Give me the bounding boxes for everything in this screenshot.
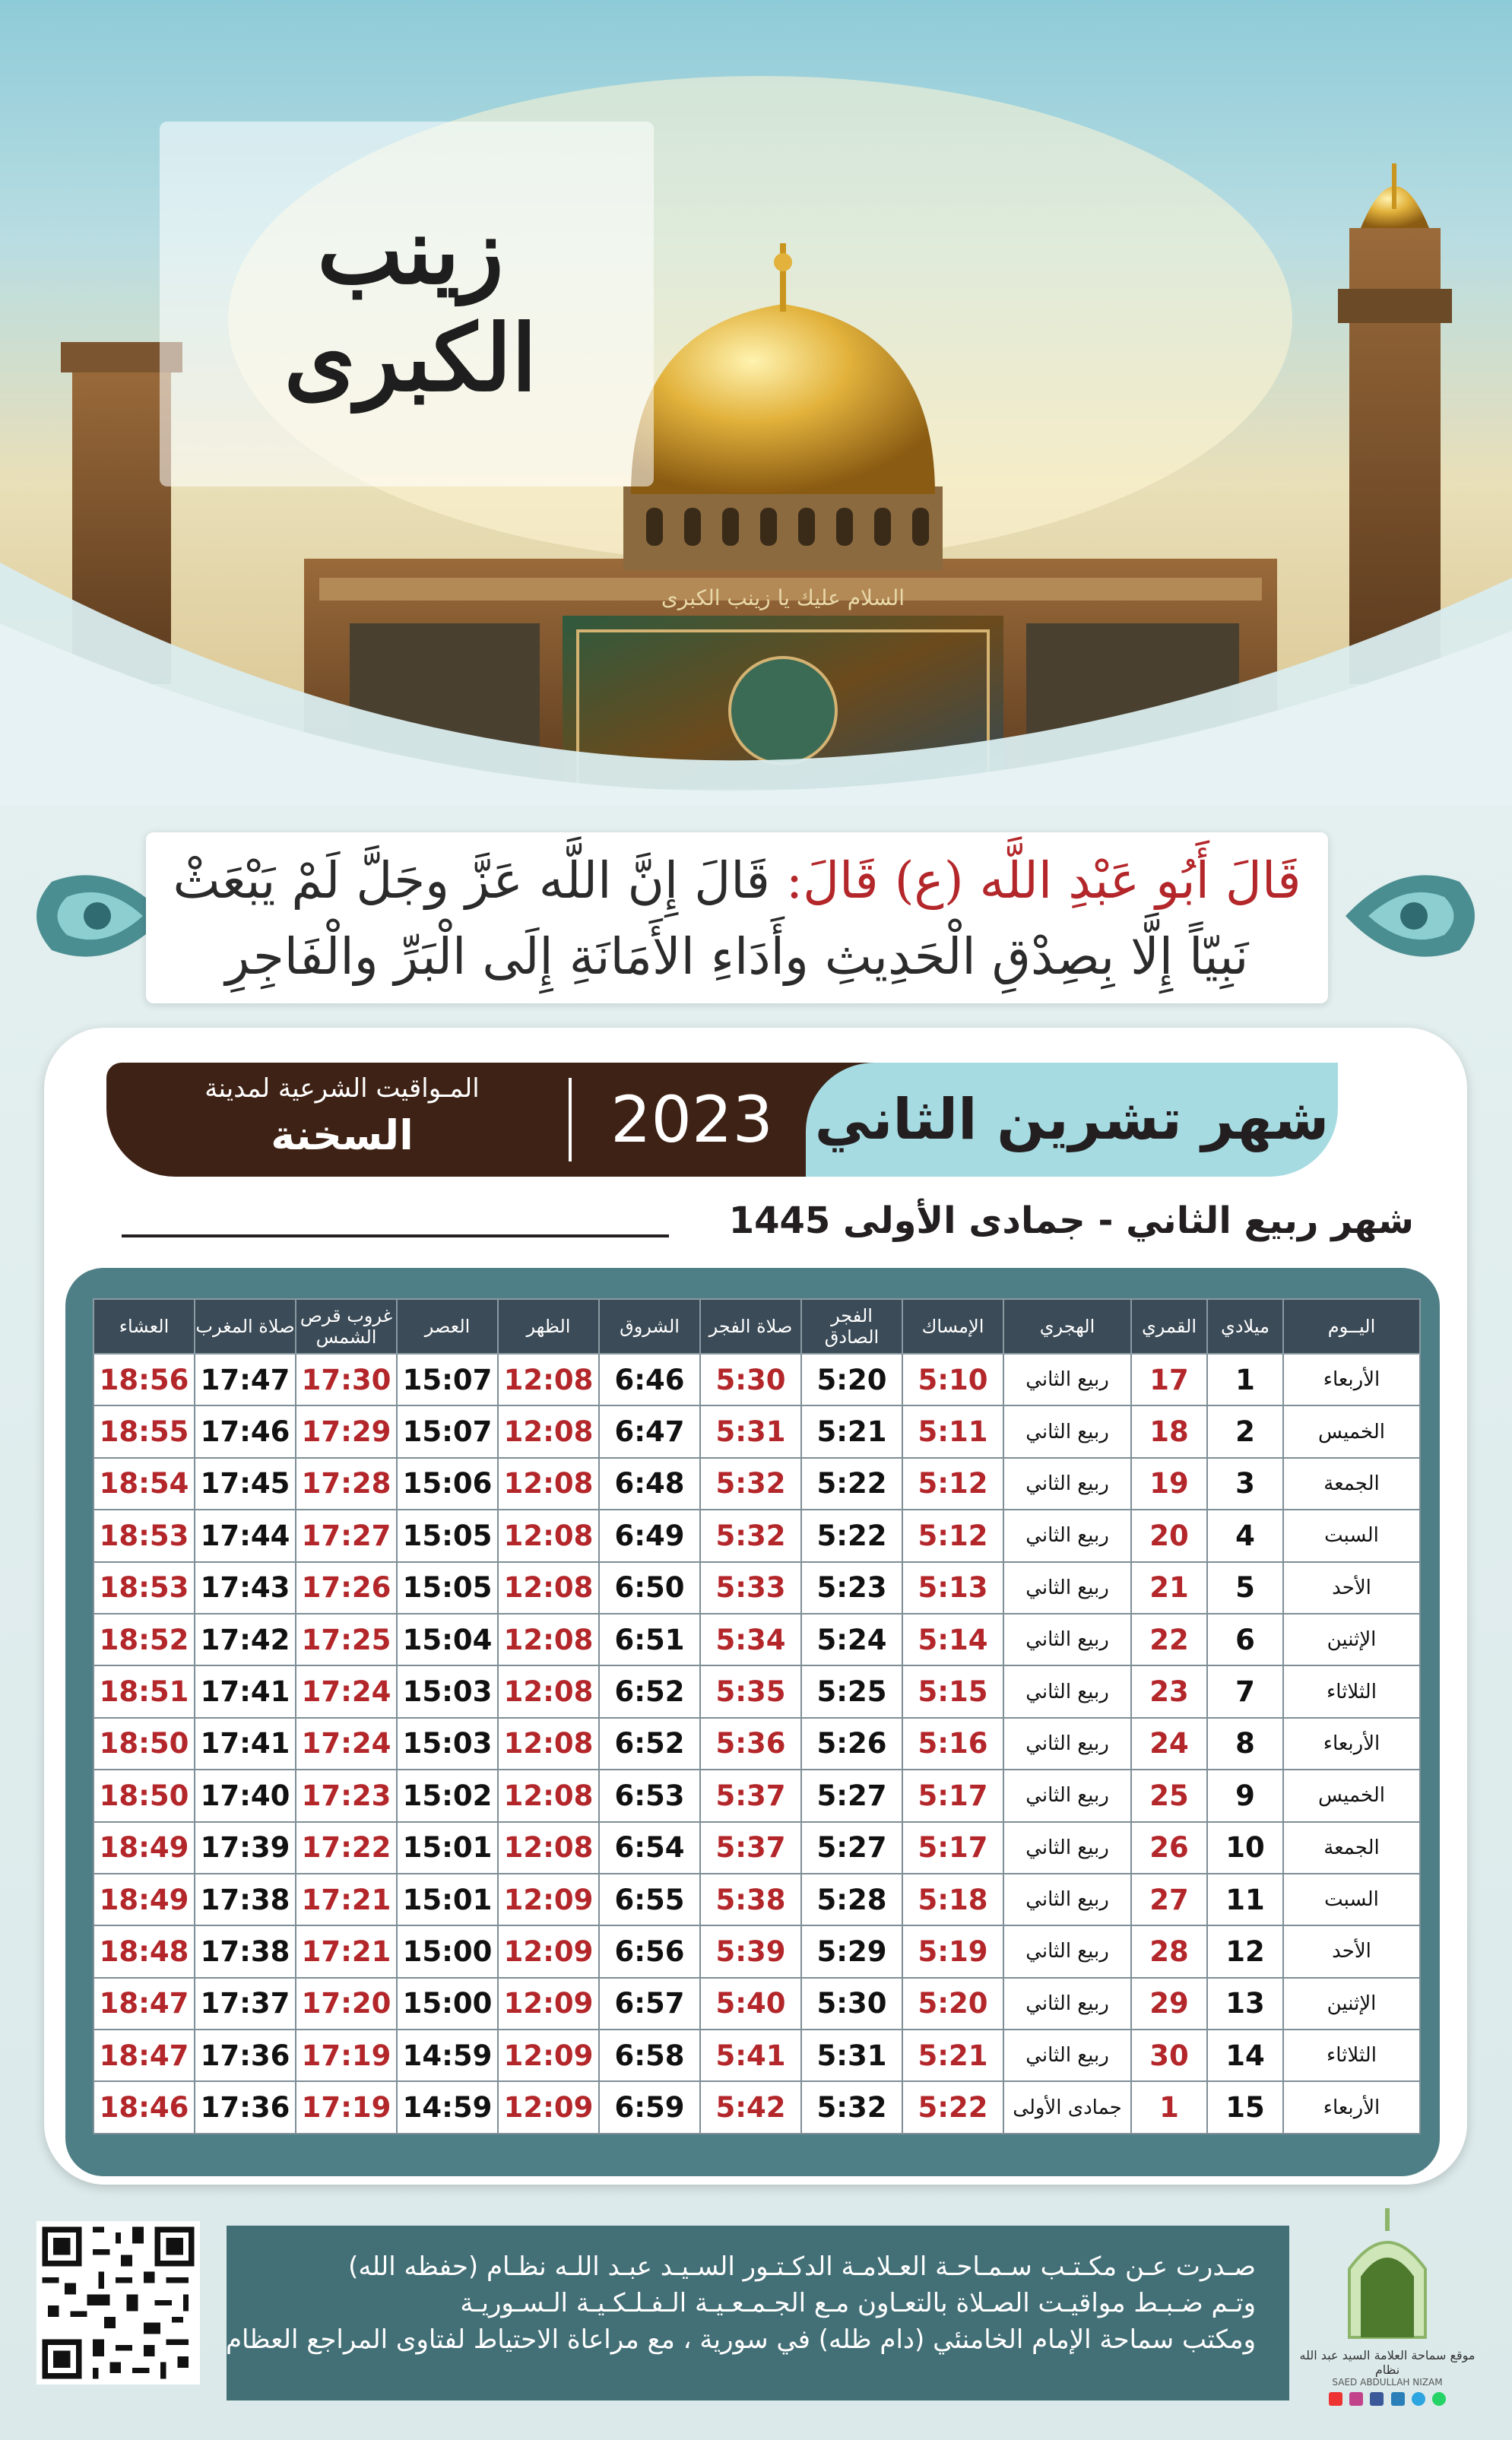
table-cell: 4 xyxy=(1207,1510,1283,1561)
header-cell: الظهر xyxy=(498,1299,599,1354)
table-cell: ربيع الثاني xyxy=(1003,1822,1131,1874)
table-cell: ربيع الثاني xyxy=(1003,1925,1131,1977)
table-row xyxy=(94,1822,1420,1874)
table-cell: 12:09 xyxy=(498,1874,599,1925)
table-cell: 15:06 xyxy=(397,1458,498,1510)
table-cell: 18:50 xyxy=(94,1718,195,1770)
table-cell: 17:30 xyxy=(296,1354,397,1405)
quote-text-1: قَالَ إِنَّ اللَّه عَزَّ وجَلَّ لَمْ يَبْعَثْ xyxy=(173,851,770,910)
header-cell: صلاة المغرب xyxy=(195,1299,296,1354)
table-cell: 5:37 xyxy=(700,1770,801,1821)
footer-line-1: صـدرت عـن مكـتـب سـمـاحـة العـلامـة الدكـتـور السـيـد عبـد اللـه نظـام (حفظه الله) xyxy=(348,2251,1256,2282)
table-cell: الثلاثاء xyxy=(1283,1665,1420,1717)
table-row xyxy=(94,2030,1420,2081)
table-cell: 5:10 xyxy=(902,1354,1003,1405)
table-cell: 6:52 xyxy=(599,1718,700,1770)
table-cell: 17:24 xyxy=(296,1718,397,1770)
header-cell: ميلادي xyxy=(1207,1299,1283,1354)
table-cell: 1 xyxy=(1207,1354,1283,1405)
month-title: شهر تشرين الثاني xyxy=(814,1087,1330,1152)
table-cell: 26 xyxy=(1131,1822,1207,1874)
calligraphy-title: زينب الكبرى xyxy=(284,198,537,412)
table-cell: 5:39 xyxy=(700,1925,801,1977)
table-cell: 5:22 xyxy=(801,1510,902,1561)
header-cell: العصر xyxy=(397,1299,498,1354)
table-cell: 5:22 xyxy=(801,1458,902,1510)
table-cell: 18:49 xyxy=(94,1874,195,1925)
footer-line-2: وتـم ضـبـط مواقيـت الصـلاة بالتعـاون مـع الجـمـعـيـة الـفـلـكـيـة الـسـوريـة xyxy=(460,2288,1256,2318)
header-cell: القمري xyxy=(1131,1299,1207,1354)
table-cell: 15:07 xyxy=(397,1405,498,1457)
table-row xyxy=(94,1770,1420,1821)
table-cell: 17:42 xyxy=(195,1614,296,1665)
header-cell: الفجر الصادق xyxy=(801,1299,902,1354)
table-cell: 28 xyxy=(1131,1925,1207,1977)
table-cell: 18:48 xyxy=(94,1925,195,1977)
table-cell: 5:41 xyxy=(700,2030,801,2081)
table-cell: 5:18 xyxy=(902,1874,1003,1925)
table-cell: 1 xyxy=(1131,2081,1207,2134)
table-cell: 17:39 xyxy=(195,1822,296,1874)
table-cell: 6:54 xyxy=(599,1822,700,1874)
table-cell: 12:08 xyxy=(498,1354,599,1405)
table-cell: 17:27 xyxy=(296,1510,397,1561)
logo-subcaption: SAED ABDULLAH NIZAM xyxy=(1332,2377,1443,2388)
table-cell: 15 xyxy=(1207,2081,1283,2134)
table-cell: 6:46 xyxy=(599,1354,700,1405)
table-row xyxy=(94,1718,1420,1770)
table-cell: 5:42 xyxy=(700,2081,801,2134)
table-cell: السبت xyxy=(1283,1874,1420,1925)
table-cell: 12:09 xyxy=(498,2030,599,2081)
table-row xyxy=(94,1354,1420,1405)
table-cell: 5:32 xyxy=(700,1458,801,1510)
table-cell: 10 xyxy=(1207,1822,1283,1874)
table-cell: 5:26 xyxy=(801,1718,902,1770)
table-cell: 5:11 xyxy=(902,1405,1003,1457)
table-cell: 3 xyxy=(1207,1458,1283,1510)
table-cell: ربيع الثاني xyxy=(1003,2030,1131,2081)
table-cell: 21 xyxy=(1131,1562,1207,1614)
hijri-underline xyxy=(122,1234,669,1237)
table-cell: 5:12 xyxy=(902,1510,1003,1561)
table-cell: الأربعاء xyxy=(1283,2081,1420,2134)
table-cell: 15:05 xyxy=(397,1510,498,1561)
table-cell: 5:17 xyxy=(902,1770,1003,1821)
table-cell: ربيع الثاني xyxy=(1003,1978,1131,2030)
table-cell: 17 xyxy=(1131,1354,1207,1405)
table-cell: 15:00 xyxy=(397,1978,498,2030)
table-row xyxy=(94,1510,1420,1561)
table-cell: 17:21 xyxy=(296,1874,397,1925)
table-cell: 17:36 xyxy=(195,2030,296,2081)
table-cell: 27 xyxy=(1131,1874,1207,1925)
table-cell: 5:32 xyxy=(801,2081,902,2134)
table-cell: 17:41 xyxy=(195,1718,296,1770)
table-cell: 12:08 xyxy=(498,1665,599,1717)
header-cell: اليــوم xyxy=(1283,1299,1420,1354)
table-cell: 17:38 xyxy=(195,1874,296,1925)
table-cell: 5:29 xyxy=(801,1925,902,1977)
title-divider xyxy=(569,1078,572,1161)
table-cell: 6:58 xyxy=(599,2030,700,2081)
table-cell: 12:09 xyxy=(498,1978,599,2030)
table-cell: 17:29 xyxy=(296,1405,397,1457)
header-cell: الهجري xyxy=(1003,1299,1131,1354)
table-cell: 14:59 xyxy=(397,2030,498,2081)
table-cell: ربيع الثاني xyxy=(1003,1614,1131,1665)
table-cell: 18:50 xyxy=(94,1770,195,1821)
table-cell: 15:04 xyxy=(397,1614,498,1665)
table-cell: 5:27 xyxy=(801,1822,902,1874)
telegram-icon[interactable] xyxy=(1412,2392,1425,2406)
city-label: المـواقيت الشرعية لمدينة xyxy=(204,1073,480,1104)
table-cell: 12:08 xyxy=(498,1405,599,1457)
table-cell: 5:30 xyxy=(801,1978,902,2030)
table-cell: 17:20 xyxy=(296,1978,397,2030)
table-cell: 17:28 xyxy=(296,1458,397,1510)
table-cell: 18:46 xyxy=(94,2081,195,2134)
footer-credits xyxy=(227,2226,1289,2400)
table-cell: 17:46 xyxy=(195,1405,296,1457)
table-cell: 15:00 xyxy=(397,1925,498,1977)
table-cell: 12 xyxy=(1207,1925,1283,1977)
table-cell: 18:49 xyxy=(94,1822,195,1874)
table-cell: 7 xyxy=(1207,1665,1283,1717)
table-cell: 17:26 xyxy=(296,1562,397,1614)
table-cell: 6:47 xyxy=(599,1405,700,1457)
table-cell: 5:40 xyxy=(700,1978,801,2030)
table-row xyxy=(94,1458,1420,1510)
table-header-row xyxy=(94,1299,1420,1354)
table-cell: 17:19 xyxy=(296,2030,397,2081)
table-cell: 5:35 xyxy=(700,1665,801,1717)
whatsapp-icon[interactable] xyxy=(1432,2392,1446,2406)
table-cell: 5:34 xyxy=(700,1614,801,1665)
table-cell: 5:31 xyxy=(801,2030,902,2081)
table-row xyxy=(94,1405,1420,1457)
table-cell: 24 xyxy=(1131,1718,1207,1770)
table-cell: 6:48 xyxy=(599,1458,700,1510)
shrine-inscription: السلام عليك يا زينب الكبرى xyxy=(661,585,905,610)
table-cell: 25 xyxy=(1131,1770,1207,1821)
table-row xyxy=(94,1562,1420,1614)
table-cell: 6:49 xyxy=(599,1510,700,1561)
footer-line-3: ومكتب سماحة الإمام الخامنئي (دام ظله) في سورية ، مع مراعاة الاحتياط لفتاوى المراجع العظام xyxy=(225,2324,1256,2355)
quote-line-1 xyxy=(146,843,1328,919)
table-body xyxy=(94,1354,1420,2134)
table-cell: 5:21 xyxy=(801,1405,902,1457)
table-cell: الجمعة xyxy=(1283,1822,1420,1874)
table-cell: 12:08 xyxy=(498,1614,599,1665)
logo-caption: موقع سماحة العلامة السيد عبد الله نظام xyxy=(1299,2348,1476,2377)
table-cell: 12:08 xyxy=(498,1458,599,1510)
table-cell: 17:36 xyxy=(195,2081,296,2134)
social-icons xyxy=(1296,2392,1479,2409)
table-cell: 15:03 xyxy=(397,1718,498,1770)
table-cell: ربيع الثاني xyxy=(1003,1405,1131,1457)
header-cell: العشاء xyxy=(94,1299,195,1354)
table-cell: الأربعاء xyxy=(1283,1354,1420,1405)
table-cell: 18:53 xyxy=(94,1510,195,1561)
table-cell: 15:05 xyxy=(397,1562,498,1614)
table-cell: 11 xyxy=(1207,1874,1283,1925)
table-cell: 5:21 xyxy=(902,2030,1003,2081)
table-cell: الإثنين xyxy=(1283,1978,1420,2030)
table-cell: 17:25 xyxy=(296,1614,397,1665)
year-label: 2023 xyxy=(610,1082,773,1157)
table-cell: 29 xyxy=(1131,1978,1207,2030)
table-cell: 5:36 xyxy=(700,1718,801,1770)
table-cell: 18:47 xyxy=(94,1978,195,2030)
table-cell: 15:07 xyxy=(397,1354,498,1405)
table-cell: 5:16 xyxy=(902,1718,1003,1770)
table-cell: ربيع الثاني xyxy=(1003,1562,1131,1614)
table-cell: 5:20 xyxy=(801,1354,902,1405)
table-cell: 17:43 xyxy=(195,1562,296,1614)
table-cell: 5:32 xyxy=(700,1510,801,1561)
quote-attribution: قَالَ أَبُو عَبْدِ اللَّه (ع) قَالَ: xyxy=(785,851,1301,910)
table-cell: جمادى الأولى xyxy=(1003,2081,1131,2134)
city-name: السخنة xyxy=(271,1111,414,1159)
table-cell: 2 xyxy=(1207,1405,1283,1457)
header-cell: الشروق xyxy=(599,1299,700,1354)
table-cell: 17:37 xyxy=(195,1978,296,2030)
logo-emblem-icon xyxy=(1296,2208,1479,2345)
table-cell: 20 xyxy=(1131,1510,1207,1561)
hijri-months-title: شهر ربيع الثاني - جمادى الأولى 1445 xyxy=(728,1199,1414,1242)
table-cell: 5:24 xyxy=(801,1614,902,1665)
table-cell: 17:44 xyxy=(195,1510,296,1561)
table-cell: 12:08 xyxy=(498,1718,599,1770)
table-cell: 15:01 xyxy=(397,1874,498,1925)
hadith-quote xyxy=(146,832,1328,1003)
table-cell: 17:47 xyxy=(195,1354,296,1405)
table-cell: 5:30 xyxy=(700,1354,801,1405)
table-row xyxy=(94,1978,1420,2030)
table-cell: 18:47 xyxy=(94,2030,195,2081)
table-cell: 12:08 xyxy=(498,1822,599,1874)
table-cell: 17:21 xyxy=(296,1925,397,1977)
table-cell: 5:22 xyxy=(902,2081,1003,2134)
table-cell: 12:08 xyxy=(498,1770,599,1821)
table-cell: 12:08 xyxy=(498,1510,599,1561)
table-cell: ربيع الثاني xyxy=(1003,1665,1131,1717)
table-cell: 5:20 xyxy=(902,1978,1003,2030)
table-cell: 17:41 xyxy=(195,1665,296,1717)
table-cell: 17:24 xyxy=(296,1665,397,1717)
table-cell: 17:40 xyxy=(195,1770,296,1821)
table-cell: 18 xyxy=(1131,1405,1207,1457)
hero-image xyxy=(0,0,1512,806)
table-cell: 12:09 xyxy=(498,1925,599,1977)
table-cell: 15:01 xyxy=(397,1822,498,1874)
table-cell: 5:31 xyxy=(700,1405,801,1457)
table-cell: 13 xyxy=(1207,1978,1283,2030)
table-cell: 18:54 xyxy=(94,1458,195,1510)
table-cell: 6:51 xyxy=(599,1614,700,1665)
table-cell: الخميس xyxy=(1283,1770,1420,1821)
table-row xyxy=(94,1665,1420,1717)
table-cell: 15:02 xyxy=(397,1770,498,1821)
table-cell: 5:33 xyxy=(700,1562,801,1614)
table-cell: الخميس xyxy=(1283,1405,1420,1457)
table-cell: 5:25 xyxy=(801,1665,902,1717)
table-cell: 6:59 xyxy=(599,2081,700,2134)
site-logo[interactable] xyxy=(1296,2208,1479,2429)
table-cell: 6:57 xyxy=(599,1978,700,2030)
quote-line-2: نَبِيّاً إِلَّا بِصِدْقِ الْحَدِيثِ وأَدَاءِ الأَمَانَةِ إِلَى الْبَرِّ والْفَاجِرِ xyxy=(225,927,1249,986)
left-ornament xyxy=(21,851,166,981)
table-cell: الثلاثاء xyxy=(1283,2030,1420,2081)
table-row xyxy=(94,1925,1420,1977)
header-cell: صلاة الفجر xyxy=(700,1299,801,1354)
instagram-icon[interactable] xyxy=(1349,2392,1363,2406)
facebook-icon[interactable] xyxy=(1370,2392,1384,2406)
table-cell: 18:56 xyxy=(94,1354,195,1405)
table-cell: 12:09 xyxy=(498,2081,599,2134)
table-cell: 5:38 xyxy=(700,1874,801,1925)
table-cell: 6:56 xyxy=(599,1925,700,1977)
table-row xyxy=(94,1614,1420,1665)
table-row xyxy=(94,2081,1420,2134)
table-cell: 5:19 xyxy=(902,1925,1003,1977)
header-cell: غروب قرص الشمس xyxy=(296,1299,397,1354)
table-cell: ربيع الثاني xyxy=(1003,1354,1131,1405)
table-cell: 5:17 xyxy=(902,1822,1003,1874)
table-cell: 9 xyxy=(1207,1770,1283,1821)
table-cell: الجمعة xyxy=(1283,1458,1420,1510)
table-cell: السبت xyxy=(1283,1510,1420,1561)
table-cell: 14 xyxy=(1207,2030,1283,2081)
table-cell: 17:38 xyxy=(195,1925,296,1977)
table-cell: 5:15 xyxy=(902,1665,1003,1717)
table-cell: 5:23 xyxy=(801,1562,902,1614)
table-cell: 15:03 xyxy=(397,1665,498,1717)
website-icon[interactable] xyxy=(1391,2392,1405,2406)
table-cell: 6:55 xyxy=(599,1874,700,1925)
table-cell: 30 xyxy=(1131,2030,1207,2081)
table-cell: 6 xyxy=(1207,1614,1283,1665)
table-cell: الأربعاء xyxy=(1283,1718,1420,1770)
prayer-times-table xyxy=(93,1298,1421,2134)
table-cell: 5:28 xyxy=(801,1874,902,1925)
table-cell: 6:53 xyxy=(599,1770,700,1821)
table-cell: 17:23 xyxy=(296,1770,397,1821)
table-cell: 5 xyxy=(1207,1562,1283,1614)
table-cell: 17:22 xyxy=(296,1822,397,1874)
table-cell: 19 xyxy=(1131,1458,1207,1510)
youtube-icon[interactable] xyxy=(1329,2392,1342,2406)
table-cell: 18:55 xyxy=(94,1405,195,1457)
table-cell: 17:45 xyxy=(195,1458,296,1510)
table-cell: 5:14 xyxy=(902,1614,1003,1665)
table-cell: 5:37 xyxy=(700,1822,801,1874)
table-cell: 6:50 xyxy=(599,1562,700,1614)
table-cell: 5:27 xyxy=(801,1770,902,1821)
header-cell: الإمساك xyxy=(902,1299,1003,1354)
table-cell: 12:08 xyxy=(498,1562,599,1614)
table-cell: 18:52 xyxy=(94,1614,195,1665)
table-cell: 6:52 xyxy=(599,1665,700,1717)
table-cell: 5:13 xyxy=(902,1562,1003,1614)
table-cell: 8 xyxy=(1207,1718,1283,1770)
table-cell: 5:12 xyxy=(902,1458,1003,1510)
table-cell: الأحد xyxy=(1283,1562,1420,1614)
right-ornament xyxy=(1346,851,1490,981)
table-cell: 14:59 xyxy=(397,2081,498,2134)
table-cell: الإثنين xyxy=(1283,1614,1420,1665)
table-cell: ربيع الثاني xyxy=(1003,1458,1131,1510)
qr-code-icon[interactable] xyxy=(36,2221,200,2385)
table-cell: الأحد xyxy=(1283,1925,1420,1977)
table-cell: ربيع الثاني xyxy=(1003,1770,1131,1821)
table-cell: 17:19 xyxy=(296,2081,397,2134)
table-cell: ربيع الثاني xyxy=(1003,1874,1131,1925)
table-cell: 23 xyxy=(1131,1665,1207,1717)
table-cell: ربيع الثاني xyxy=(1003,1718,1131,1770)
table-cell: 22 xyxy=(1131,1614,1207,1665)
table-cell: ربيع الثاني xyxy=(1003,1510,1131,1561)
table-cell: 18:51 xyxy=(94,1665,195,1717)
table-row xyxy=(94,1874,1420,1925)
table-cell: 18:53 xyxy=(94,1562,195,1614)
